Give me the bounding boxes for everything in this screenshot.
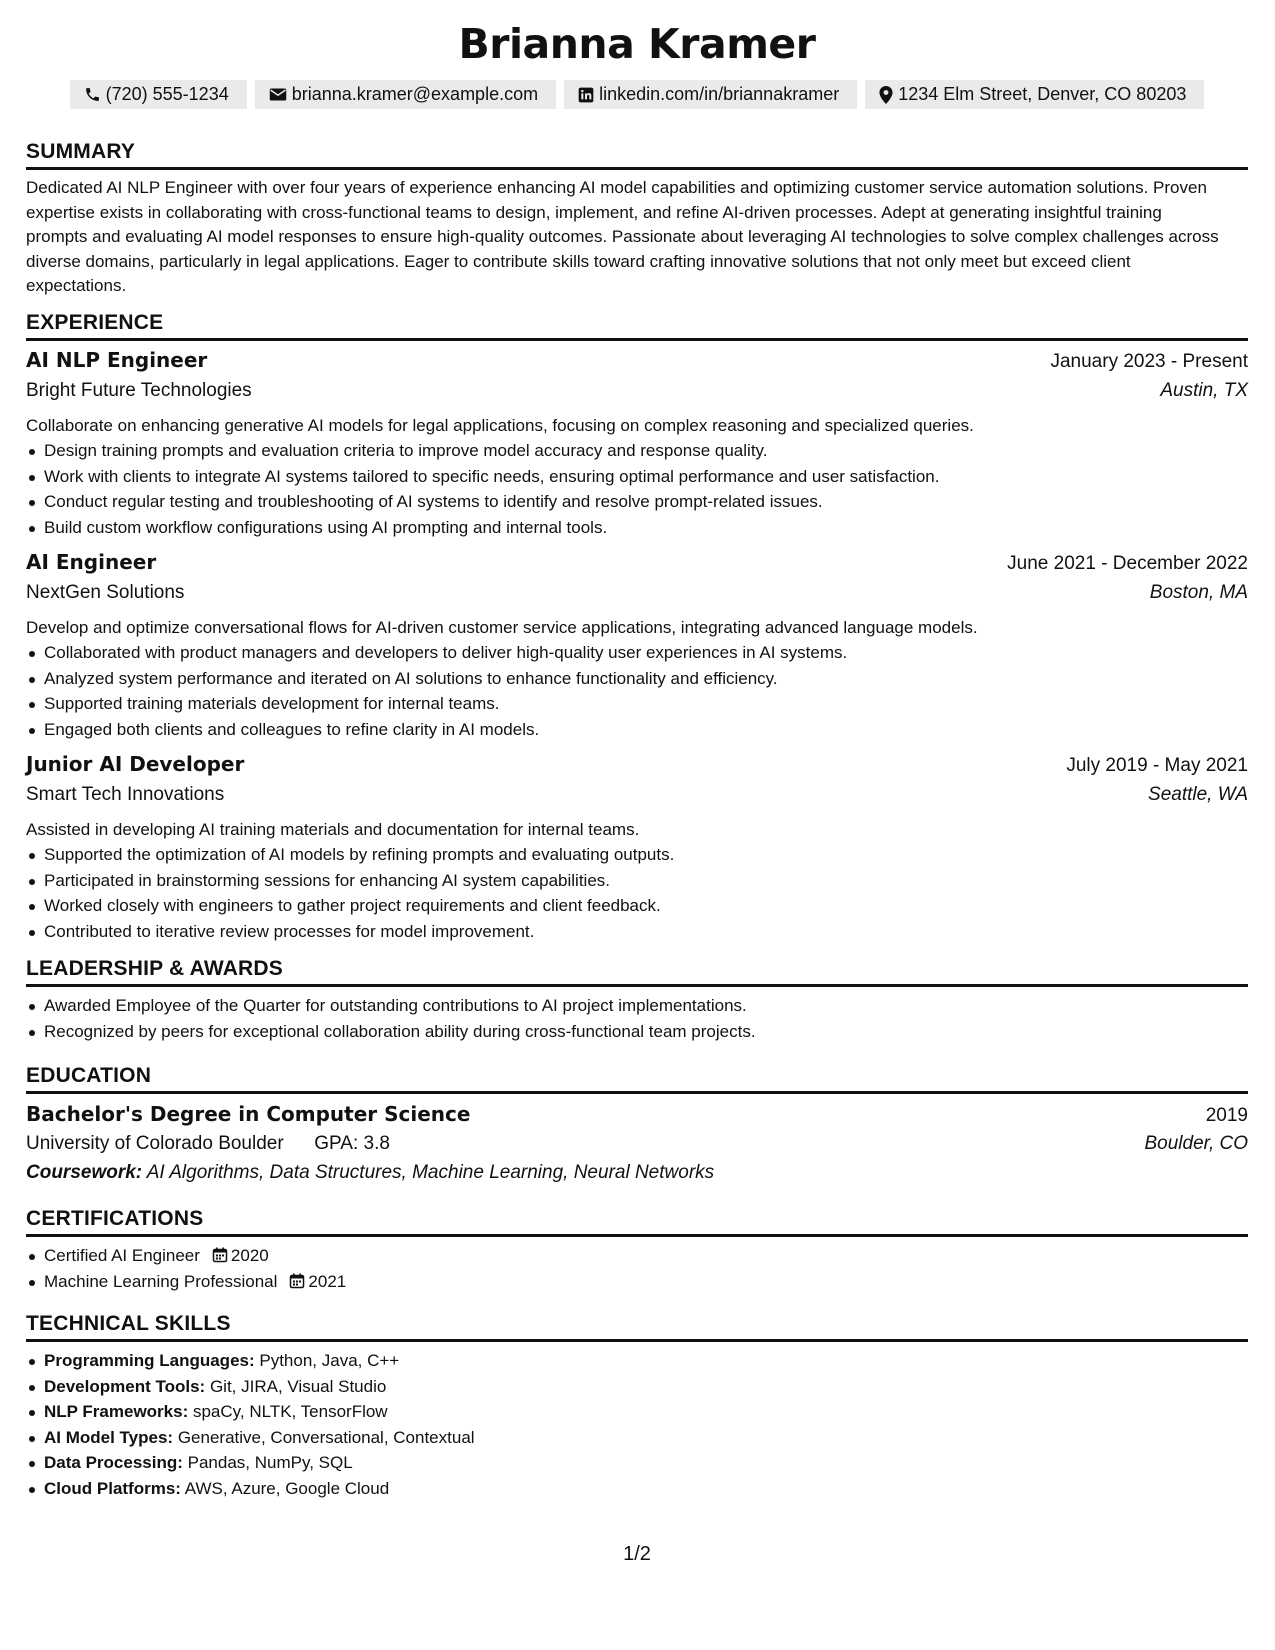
leadership-section [26,956,1248,1044]
list-item: Work with clients to integrate AI systems tailored to specific needs, ensuring optimal performance and user satisfaction. [26,464,1248,490]
phone-chip[interactable] [70,80,247,109]
job-bullet-list [26,438,1248,540]
list-item [26,1269,1248,1295]
email-text: brianna.kramer@example.com [291,84,539,104]
skill-label: AI Model Types: [44,1427,174,1447]
section-divider [26,1091,1248,1094]
job-location: Austin, TX [1160,380,1248,401]
job-company: Bright Future Technologies [26,380,252,401]
job-description: Assisted in developing AI training materials and documentation for internal teams. [26,820,640,839]
list-item: Design training prompts and evaluation criteria to improve model accuracy and response quality. [26,438,1248,464]
list-item [26,1476,1248,1502]
list-item: Worked closely with engineers to gather project requirements and client feedback. [26,893,1248,919]
education-section [26,1063,1248,1187]
skill-label: NLP Frameworks: [44,1402,189,1422]
section-divider [26,338,1248,341]
skill-value: Python, Java, C++ [259,1351,400,1370]
certification-year: 2021 [308,1271,347,1291]
certification-year: 2020 [230,1246,269,1265]
certification-name: Machine Learning Professional [44,1271,278,1291]
linkedin-text: linkedin.com/in/briannakramer [599,84,840,104]
job-title: Junior AI Developer [26,752,245,776]
list-item: Engaged both clients and colleagues to refine clarity in AI models. [26,717,1248,743]
job-entry [26,345,1248,540]
skills-list [26,1348,1248,1502]
list-item: Collaborated with product managers and developers to deliver high-quality user experiences in AI systems. [26,640,1248,666]
coursework-label: Coursework: [26,1162,143,1183]
list-item [26,1374,1248,1400]
list-item: Supported training materials development for internal teams. [26,691,1248,717]
address-text: 1234 Elm Street, Denver, CO 80203 [898,84,1187,104]
skill-value: Pandas, NumPy, SQL [187,1453,353,1473]
graduation-year: 2019 [1205,1105,1248,1126]
gpa: GPA: 3.8 [314,1133,390,1154]
job-dates: July 2019 - May 2021 [1066,755,1248,776]
degree-title: Bachelor's Degree in Computer Science [26,1102,471,1126]
email-chip[interactable] [255,80,556,109]
job-description: Develop and optimize conversational flows for AI-driven customer service applications, integrating advanced language models. [26,618,978,637]
certifications-list [26,1243,1248,1294]
school-location: Boulder, CO [1144,1133,1248,1154]
job-company: Smart Tech Innovations [26,784,225,805]
awards-list [26,993,1248,1044]
skills-section [26,1311,1248,1502]
list-item: Conduct regular testing and troubleshooting of AI systems to identify and resolve prompt-related issues. [26,489,1248,515]
map-pin-icon [879,86,893,104]
list-item [26,1450,1248,1476]
job-bullet-list [26,842,1248,944]
list-item: Contributed to iterative review processes for model improvement. [26,919,1248,945]
skill-label: Programming Languages: [44,1351,255,1370]
list-item: Supported the optimization of AI models by refining prompts and evaluating outputs. [26,842,1248,868]
job-location: Boston, MA [1149,582,1248,603]
calendar-icon [289,1271,305,1297]
certification-name: Certified AI Engineer [44,1246,200,1265]
linkedin-chip[interactable] [564,80,857,109]
linkedin-icon [578,87,594,103]
list-item: Analyzed system performance and iterated on AI solutions to enhance functionality and efficiency. [26,666,1248,692]
job-location: Seattle, WA [1148,784,1248,805]
summary-section [26,139,1248,299]
skill-value: Generative, Conversational, Contextual [177,1427,475,1447]
list-item [26,1399,1248,1425]
section-title: TECHNICAL SKILLS [26,1312,231,1335]
section-divider [26,1234,1248,1237]
summary-text: Dedicated AI NLP Engineer with over four years of experience enhancing AI model capabilities and optimizing customer service automation solutions. Proven expertise exists in collaborating with cross-functional teams to design, implement, and refine AI-driven processes. Adept at generating insightful training prompts and evaluating AI model responses to ensure high-quality outcomes. Passionate about leveraging AI technologies to solve complex challenges across diverse domains, particularly in legal applications. Eager to contribute skills toward crafting innovative solutions that not only meet but exceed client expectations. [26,178,1219,296]
experience-section [26,310,1248,341]
list-item [26,1348,1248,1374]
section-divider [26,167,1248,170]
section-divider [26,1339,1248,1342]
list-item [26,1425,1248,1451]
skill-value: AWS, Azure, Google Cloud [184,1478,390,1498]
job-title: AI Engineer [26,550,157,574]
list-item: Participated in brainstorming sessions for enhancing AI system capabilities. [26,868,1248,894]
job-entry [26,749,1248,944]
page-number: 1/2 [623,1543,651,1565]
school-name: University of Colorado Boulder [26,1133,284,1154]
section-title: SUMMARY [26,140,136,163]
list-item: Build custom workflow configurations using AI prompting and internal tools. [26,515,1248,541]
skill-label: Development Tools: [44,1376,206,1396]
calendar-icon [212,1245,228,1271]
certifications-section [26,1206,1248,1294]
skill-value: Git, JIRA, Visual Studio [209,1376,387,1396]
list-item: Recognized by peers for exceptional collaboration ability during cross-functional team projects. [26,1019,1248,1045]
skill-label: Data Processing: [44,1453,183,1473]
job-entry [26,547,1248,742]
resume-page [26,0,1248,1650]
envelope-icon [269,87,287,102]
section-title: EDUCATION [26,1064,152,1087]
job-dates: January 2023 - Present [1050,351,1248,372]
section-title: CERTIFICATIONS [26,1207,204,1230]
list-item [26,1243,1248,1269]
phone-text: (720) 555-1234 [105,84,229,104]
contact-bar [26,80,1248,109]
job-description: Collaborate on enhancing generative AI models for legal applications, focusing on complex reasoning and specialized queries. [26,416,974,435]
candidate-name: Brianna Kramer [458,20,816,68]
section-title: EXPERIENCE [26,311,164,334]
job-dates: June 2021 - December 2022 [1007,553,1248,574]
coursework-list: AI Algorithms, Data Structures, Machine Learning, Neural Networks [146,1162,715,1183]
job-title: AI NLP Engineer [26,348,208,372]
list-item: Awarded Employee of the Quarter for outstanding contributions to AI project implementations. [26,993,1248,1019]
phone-icon [84,86,101,103]
section-divider [26,984,1248,987]
address-chip[interactable] [865,80,1204,109]
section-title: LEADERSHIP & AWARDS [26,957,283,980]
job-company: NextGen Solutions [26,582,185,603]
job-bullet-list [26,640,1248,742]
skill-label: Cloud Platforms: [44,1478,181,1498]
coursework-line [26,1158,1248,1187]
skill-value: spaCy, NLTK, TensorFlow [192,1402,388,1422]
